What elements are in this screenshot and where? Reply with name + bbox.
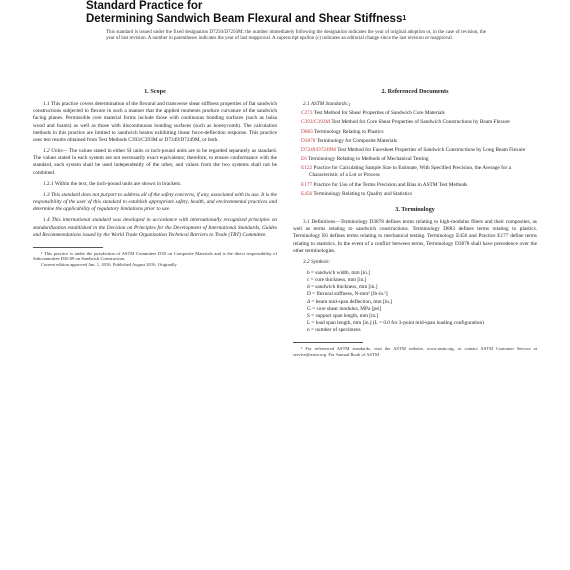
footnote-1: ¹ This practice is under the jurisdiction of ASTM Committee D30 on Composite Materials and is the direct responsibility of Subcommittee D30.09 on Sandwich Construction. (33, 250, 277, 262)
reference-link[interactable]: E6 (301, 156, 307, 163)
title-main: Determining Sandwich Beam Flexural and Shear Stiffness (86, 12, 403, 25)
paragraph-3-1: 3.1 Definitions—Terminology D3878 defines terms relating to high-modulus fibers and their composites, as well as terms relating to sandwich constructions. Terminology D883 defines terms relating to plastics. Terminology E6 defines terms relating to mechanical testing. Terminology E456 and Practice E177 define terms relating to statistics. In the event of a conflict between terms, Terminology D3878 shall have precedence over the other terminologies. (293, 219, 537, 254)
reference-title: Terminology Relating to Methods of Mechanical Testing (308, 156, 429, 163)
reference-title: Test Method for Facesheet Properties of Sandwich Constructions by Long Beam Flexure (337, 146, 526, 153)
reference-link[interactable]: E122 (301, 165, 313, 172)
reference-item (301, 181, 537, 189)
right-column (293, 84, 537, 358)
referenced-documents-heading: 2. Referenced Documents (381, 88, 449, 95)
paragraph-1-2 (33, 148, 277, 177)
scope-heading: 1. Scope (144, 88, 166, 95)
reference-title: Terminology Relating to Plastics (314, 128, 384, 135)
paragraph-1-4: 1.4 This international standard was developed in accordance with internationally recognized principles on standardization established in the Decision on Principles for the Development of International Standards, Guides and Recommendations issued by the World Trade Organization Technical Barriers to Trade (TBT) Committee. (33, 217, 277, 238)
footnote-divider (33, 247, 103, 248)
title-line-2 (86, 13, 486, 26)
reference-link[interactable]: D7249/D7249M (301, 146, 337, 153)
symbol-item: b = sandwich width, mm [in.] (307, 269, 370, 276)
units-label: 1.2 Units— (43, 148, 68, 155)
footnote-2: ² For referenced ASTM standards, visit the ASTM website, www.astm.org, or contact ASTM Customer Service at service@astm.org. For Annual Book of ASTM (293, 346, 537, 357)
paragraph-1-2-1: 1.2.1 Within the text, the inch-pound units are shown in brackets. (43, 180, 182, 187)
terminology-heading: 3. Terminology (395, 205, 435, 213)
reference-link[interactable]: D883 (301, 128, 313, 135)
reference-item (301, 110, 537, 117)
reference-item (301, 137, 537, 145)
reference-item (301, 146, 537, 154)
refs-footnote-marker: 2 (348, 102, 351, 108)
designation-note: This standard is issued under the fixed designation D7250/D7250M; the number immediately following the designation indicates the year of original adoption or, in the case of revision, the year of last revision. A number in parentheses indicates the year of last reapproval. A superscript epsilon (ε) indicates an editorial change since the last revision or reapproval. (106, 30, 486, 41)
reference-title: Test Method for Core Shear Properties of Sandwich Constructions by Beam Flexure (331, 119, 510, 126)
symbol-item: n = number of specimens (307, 327, 361, 334)
reference-title: Practice for Use of the Terms Precision and Bias in ASTM Test Methods (313, 181, 468, 188)
reference-item (301, 165, 537, 179)
paragraph-3-2: 3.2 Symbols: (303, 258, 331, 265)
paragraph-1-1: 1.1 This practice covers determination of the flexural and transverse shear stiffness properties of flat sandwich constructions subjected to flexure in such a manner that the applied moments produce curvature of the sandwich facing planes. Permissible core material forms include those with continuous bonding surfaces (such as balsa wood and foams) as well as those with discontinuous bonding surfaces (such as honeycomb). The calculation methods in this practice are limited to sandwich beams exhibiting linear force-deflection response. This practice uses test results obtained from Test Methods C393/C393M or D7249/D7249M, or both. (33, 101, 277, 143)
reference-item (301, 119, 537, 126)
symbol-item: d = sandwich thickness, mm [in.] (307, 284, 378, 291)
reference-title: Terminology Relating to Quality and Statistics (313, 190, 413, 197)
symbol-item: c = core thickness, mm [in.] (307, 277, 367, 284)
reference-list (293, 110, 537, 198)
footnote-edition: Current edition approved Jan. 1, 2016. Published August 2016. Originally (41, 262, 177, 267)
title-footnote-marker: 1 (402, 14, 407, 22)
reference-link[interactable]: E177 (301, 181, 313, 188)
reference-item (301, 128, 537, 136)
reference-link[interactable]: E456 (301, 190, 313, 197)
reference-title: Test Method for Shear Properties of Sandwich Core Materials (313, 110, 445, 117)
reference-link[interactable]: C393/C393M (301, 119, 331, 126)
paragraph-1-3: 1.3 This standard does not purport to address all of the safety concerns, if any, associated with its use. It is the responsibility of the user of this standard to establish appropriate safety, health, and environmental practices and determine the applicability of regulatory limitations prior to use. (33, 191, 277, 213)
symbol-item: Δ = beam mid-span deflection, mm [in.] (307, 298, 392, 305)
reference-link[interactable]: D3878 (301, 137, 316, 144)
symbol-item: D = flexural stiffness, N-mm² [lb-in.²] (307, 291, 388, 298)
reference-title: Terminology for Composite Materials (316, 137, 398, 144)
left-column (33, 84, 277, 268)
reference-link[interactable]: C273 (301, 110, 313, 117)
astm-standards-label: 2.1 ASTM Standards: (303, 101, 349, 108)
symbols-list (293, 270, 537, 334)
document-title (86, 0, 486, 25)
symbol-item: G = core shear modulus, MPa [psi] (307, 305, 382, 312)
title-line-1: Standard Practice for (86, 0, 203, 12)
footnote-divider (293, 342, 363, 343)
symbol-item: L = load span length, mm [in.] (L = 0.0 for 3-point mid-span loading configuration) (307, 320, 484, 327)
astm-standards-intro (303, 101, 537, 108)
symbol-item: S = support span length, mm [in.] (307, 312, 379, 319)
reference-title: Practice for Calculating Sample Size to Estimate, With Specified Precision, the Average for a Characteristic of a Lot or Process (309, 165, 511, 179)
reference-item (301, 190, 537, 198)
units-text: The values stated in either SI units or inch-pound units are to be regarded separately as standard. The values stated in each system are not necessarily exact equivalents; therefore, to ensure conformance with the standard, each system shall be used independently of the other, and values from the two systems shall not be combined. (33, 148, 277, 176)
reference-item (301, 156, 537, 163)
